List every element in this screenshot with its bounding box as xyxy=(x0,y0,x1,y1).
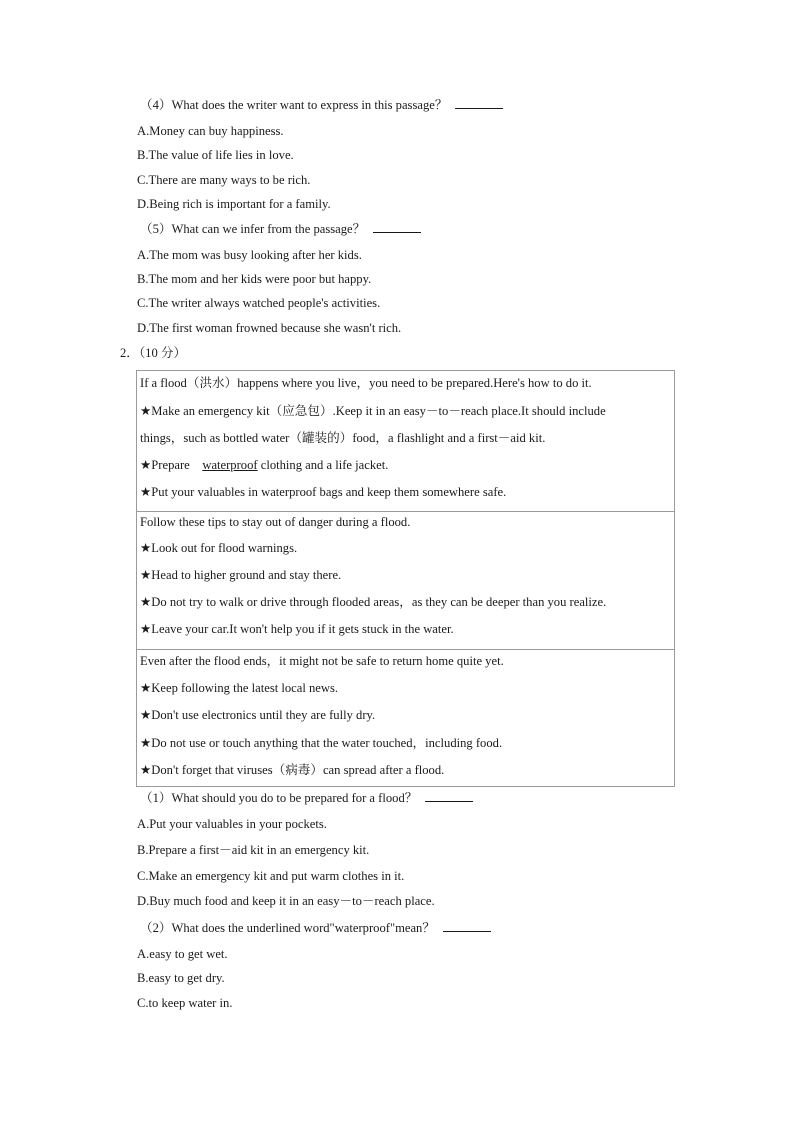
q2-option-b: B.easy to get dry. xyxy=(137,971,225,985)
q5-option-a: A.The mom was busy looking after her kids. xyxy=(137,248,362,262)
answer-blank[interactable] xyxy=(425,790,473,802)
passage-line: ★Do not use or touch anything that the water touched，including food. xyxy=(140,736,503,750)
q5-option-b: B.The mom and her kids were poor but happy. xyxy=(137,272,372,286)
passage-line: ★Don't forget that viruses（病毒）can spread after a flood. xyxy=(140,763,445,777)
passage-box xyxy=(136,370,675,787)
section-divider xyxy=(137,649,674,650)
q5-option-c: C.The writer always watched people's activities. xyxy=(137,296,381,310)
passage-line: ★Keep following the latest local news. xyxy=(140,681,339,695)
section-2-header: 2．（10 分） xyxy=(120,346,187,360)
q1-option-b: B.Prepare a first－aid kit in an emergency kit. xyxy=(137,843,370,857)
q1-option-d: D.Buy much food and keep it in an easy－to－reach place. xyxy=(137,894,435,908)
question-5-stem: （5）What can we infer from the passage？ xyxy=(140,221,421,237)
passage-line: ★Don't use electronics until they are fully dry. xyxy=(140,708,376,722)
passage-line: things，such as bottled water（罐装的）food，a flashlight and a first－aid kit. xyxy=(140,431,546,445)
q2-option-c: C.to keep water in. xyxy=(137,996,233,1010)
q4-option-d: D.Being rich is important for a family. xyxy=(137,197,331,211)
q4-option-b: B.The value of life lies in love. xyxy=(137,148,294,162)
q1-option-a: A.Put your valuables in your pockets. xyxy=(137,817,327,831)
answer-blank[interactable] xyxy=(455,97,503,109)
q5-option-d: D.The first woman frowned because she wasn't rich. xyxy=(137,321,402,335)
passage-line: Even after the flood ends，it might not be safe to return home quite yet. xyxy=(140,654,504,668)
passage-line: Follow these tips to stay out of danger during a flood. xyxy=(140,515,411,529)
answer-blank[interactable] xyxy=(443,920,491,932)
question-2-stem: （2）What does the underlined word"waterproof"mean？ xyxy=(140,920,491,936)
section-divider xyxy=(137,511,674,512)
passage-line: ★Head to higher ground and stay there. xyxy=(140,568,342,582)
question-1-stem: （1）What should you do to be prepared for a flood？ xyxy=(140,790,473,806)
answer-blank[interactable] xyxy=(373,221,421,233)
passage-line: ★Make an emergency kit（应急包）.Keep it in an easy－to－reach place.It should include xyxy=(140,404,606,418)
question-4-stem: （4）What does the writer want to express in this passage？ xyxy=(140,97,503,113)
q1-option-c: C.Make an emergency kit and put warm clothes in it. xyxy=(137,869,405,883)
passage-line: ★Do not try to walk or drive through flooded areas，as they can be deeper than you realize. xyxy=(140,595,607,609)
passage-line: ★Put your valuables in waterproof bags and keep them somewhere safe. xyxy=(140,485,507,499)
passage-line-prepare: ★Prepare waterproof clothing and a life jacket. xyxy=(140,458,389,472)
q4-option-c: C.There are many ways to be rich. xyxy=(137,173,311,187)
passage-line: ★Look out for flood warnings. xyxy=(140,541,298,555)
passage-line: ★Leave your car.It won't help you if it gets stuck in the water. xyxy=(140,622,454,636)
underlined-word-waterproof: waterproof xyxy=(202,458,258,472)
q2-option-a: A.easy to get wet. xyxy=(137,947,228,961)
passage-line: If a flood（洪水）happens where you live，you need to be prepared.Here's how to do it. xyxy=(140,376,592,390)
q4-option-a: A.Money can buy happiness. xyxy=(137,124,284,138)
